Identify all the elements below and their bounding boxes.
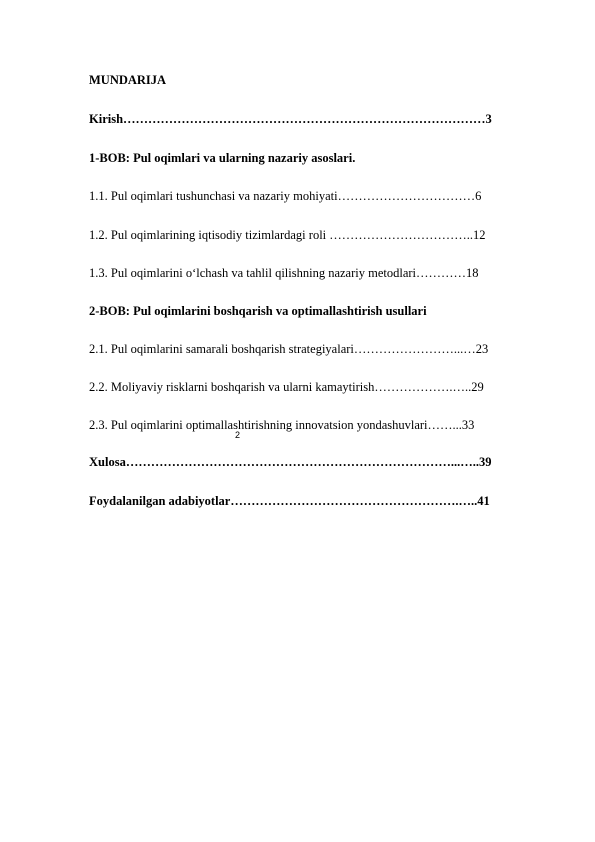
toc-title: MUNDARIJA bbox=[89, 73, 167, 87]
toc-entry-intro: Kirish……………………………………………………………………………3 bbox=[89, 112, 492, 126]
toc-entry-2-1: 2.1. Pul oqimlarini samarali boshqarish strategiyalari……………………...…23 bbox=[89, 342, 489, 356]
toc-entry-conclusion: Xulosa……………………………………………………………………...…..39 bbox=[89, 455, 492, 469]
toc-entry-2-3: 2.3. Pul oqimlarini optimallashtirishning innovatsion yondashuvlari……...33 bbox=[89, 418, 475, 432]
toc-entry-references: Foydalanilgan adabiyotlar……………………………………………….…..41 bbox=[89, 494, 490, 508]
toc-entry-1-3: 1.3. Pul oqimlarini o‘lchash va tahlil qilishning nazariy metodlari…………18 bbox=[89, 266, 479, 280]
toc-entry-1-2: 1.2. Pul oqimlarining iqtisodiy tizimlardagi roli ……………………………..12 bbox=[89, 228, 486, 242]
toc-entry-1-1: 1.1. Pul oqimlari tushunchasi va nazariy mohiyati……………………………6 bbox=[89, 189, 482, 203]
toc-entry-chapter-2: 2-BOB: Pul oqimlarini boshqarish va optimallashtirish usullari bbox=[89, 304, 427, 318]
toc-entry-2-2: 2.2. Moliyaviy risklarni boshqarish va ularni kamaytirish……………….…..29 bbox=[89, 380, 484, 394]
toc-entry-chapter-1: 1-BOB: Pul oqimlari va ularning nazariy asoslari. bbox=[89, 151, 356, 165]
page-number: 2 bbox=[235, 430, 241, 440]
